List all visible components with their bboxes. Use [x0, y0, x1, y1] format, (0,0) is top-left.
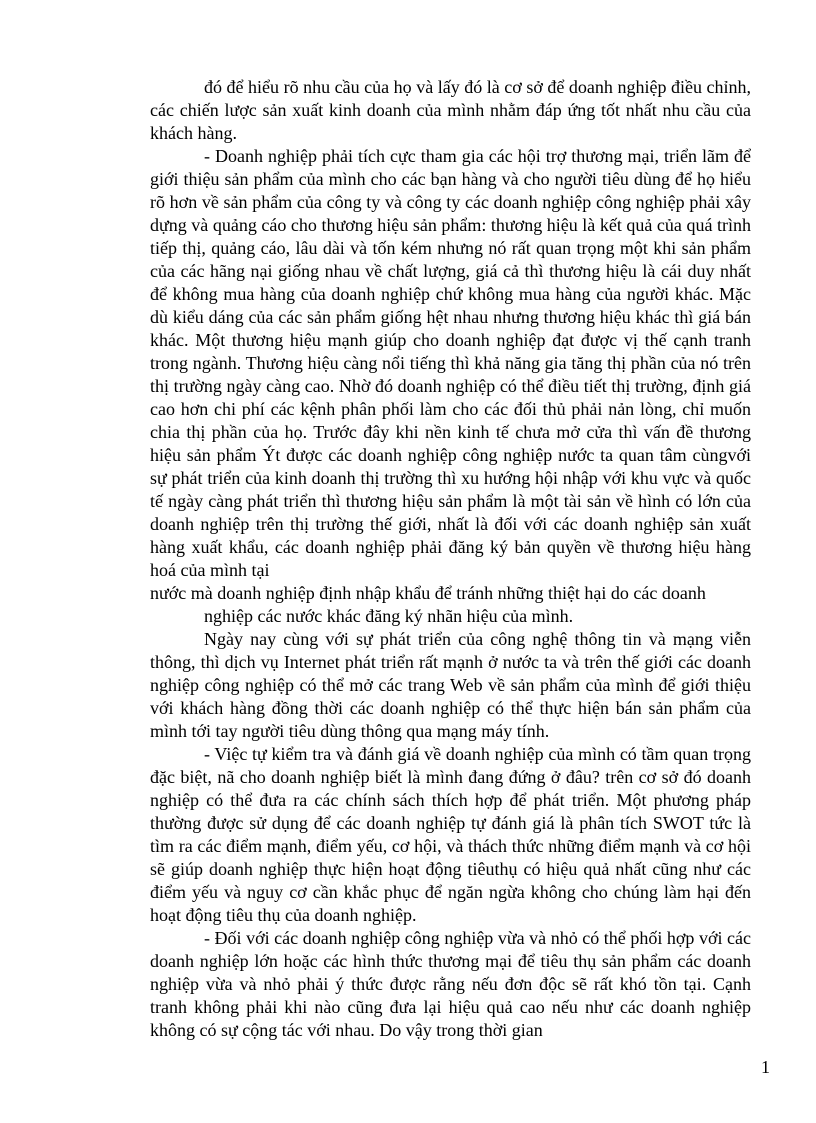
page-number: 1: [761, 1057, 770, 1077]
paragraph: - Doanh nghiệp phải tích cực tham gia các hội trợ thương mại, triển lãm để giới thiệu sản phẩm của mình cho các bạn hàng và cho người tiêu dùng để họ hiểu rõ hơn về sản phẩm của công ty và công ty các doanh nghiệp công nghiệp phải xây dựng và quảng cáo cho thương hiệu sản phẩm: thương hiệu là kết quả của quá trình tiếp thị, quảng cáo, lâu dài và tốn kém nhưng nó rất quan trọng một khi sản phẩm của các hãng nại giống nhau về chất lượng, giá cả thì thương hiệu là cái duy nhất để không mua hàng của doanh nghiệp chứ không mua hàng của người khác. Mặc dù kiểu dáng của các sản phẩm giống hệt nhau nhưng thương hiệu khác thì giá bán khác. Một thương hiệu mạnh giúp cho doanh nghiệp đạt được vị thế cạnh tranh trong ngành. Thương hiệu càng nổi tiếng thì khả năng gia tăng thị phần của nó trên thị trường ngày càng cao. Nhờ đó doanh nghiệp có thể điều tiết thị trường, định giá cao hơn chi phí các kệnh phân phối làm cho các đối thủ phải nản lòng, chỉ muốn chia thị phần của họ. Trước đây khi nền kinh tế chưa mở cửa thì vấn đề thương hiệu sản phẩm Ýt được các doanh nghiệp công nghiệp nước ta quan tâm cùngvới sự phát triển của kinh doanh thị trường thì xu hướng hội nhập với khu vực và quốc tế ngày càng phát triển thì thương hiệu sản phẩm là một tài sản về hình có lớn của doanh nghiệp trên thị trường thế giới, nhất là đối với các doanh nghiệp sản xuất hàng xuất khẩu, các doanh nghiệp phải đăng ký bản quyền về thương hiệu hàng hoá của mình tại: [150, 146, 751, 580]
paragraph: nước mà doanh nghiệp định nhập khẩu để tránh những thiệt hại do các doanh: [150, 583, 706, 603]
paragraph: nghiệp các nước khác đăng ký nhãn hiệu của mình.: [204, 606, 574, 626]
paragraph: - Việc tự kiểm tra và đánh giá về doanh nghiệp của mình có tầm quan trọng đặc biệt, nã cho doanh nghiệp biết là mình đang đứng ở đâu? trên cơ sở đó doanh nghiệp có thể đưa ra các chính sách thích hợp để phát triển. Một phương pháp thường được sử dụng để các doanh nghiệp tự đánh giá là phân tích SWOT tức là tìm ra các điểm mạnh, điểm yếu, cơ hội, và thách thức những điểm mạnh và cơ hội sẽ giúp doanh nghiệp thực hiện hoạt động tiêuthụ có hiệu quả nhất cũng như các điểm yếu và nguy cơ cần khắc phục để ngăn ngừa không cho chúng làm hại đến hoạt động tiêu thụ của doanh nghiệp.: [150, 744, 751, 925]
document-body: [150, 76, 751, 1042]
paragraph: Ngày nay cùng với sự phát triển của công nghệ thông tin và mạng viễn thông, thì dịch vụ Internet phát triển rất mạnh ở nước ta và trên thế giới các doanh nghiệp công nghiệp có thể mở các trang Web về sản phẩm của mình để giới thiệu với khách hàng đồng thời các doanh nghiệp có thể thực hiện bán sản phẩm của mình tới tay người tiêu dùng thông qua mạng máy tính.: [150, 629, 751, 741]
paragraph: đó để hiểu rõ nhu cầu của họ và lấy đó là cơ sở để doanh nghiệp điều chỉnh, các chiến lược sản xuất kinh doanh của mình nhằm đáp ứng tốt nhất nhu cầu của khách hàng.: [150, 77, 751, 143]
paragraph: - Đối với các doanh nghiệp công nghiệp vừa và nhỏ có thể phối hợp với các doanh nghiệp lớn hoặc các hình thức thương mại để tiêu thụ sản phẩm các doanh nghiệp vừa và nhỏ phải ý thức được rằng nếu đơn độc sẽ rất khó tồn tại. Cạnh tranh không phải khi nào cũng đưa lại hiệu quả cao nếu như các doanh nghiệp không có sự cộng tác với nhau. Do vậy trong thời gian: [150, 928, 751, 1040]
